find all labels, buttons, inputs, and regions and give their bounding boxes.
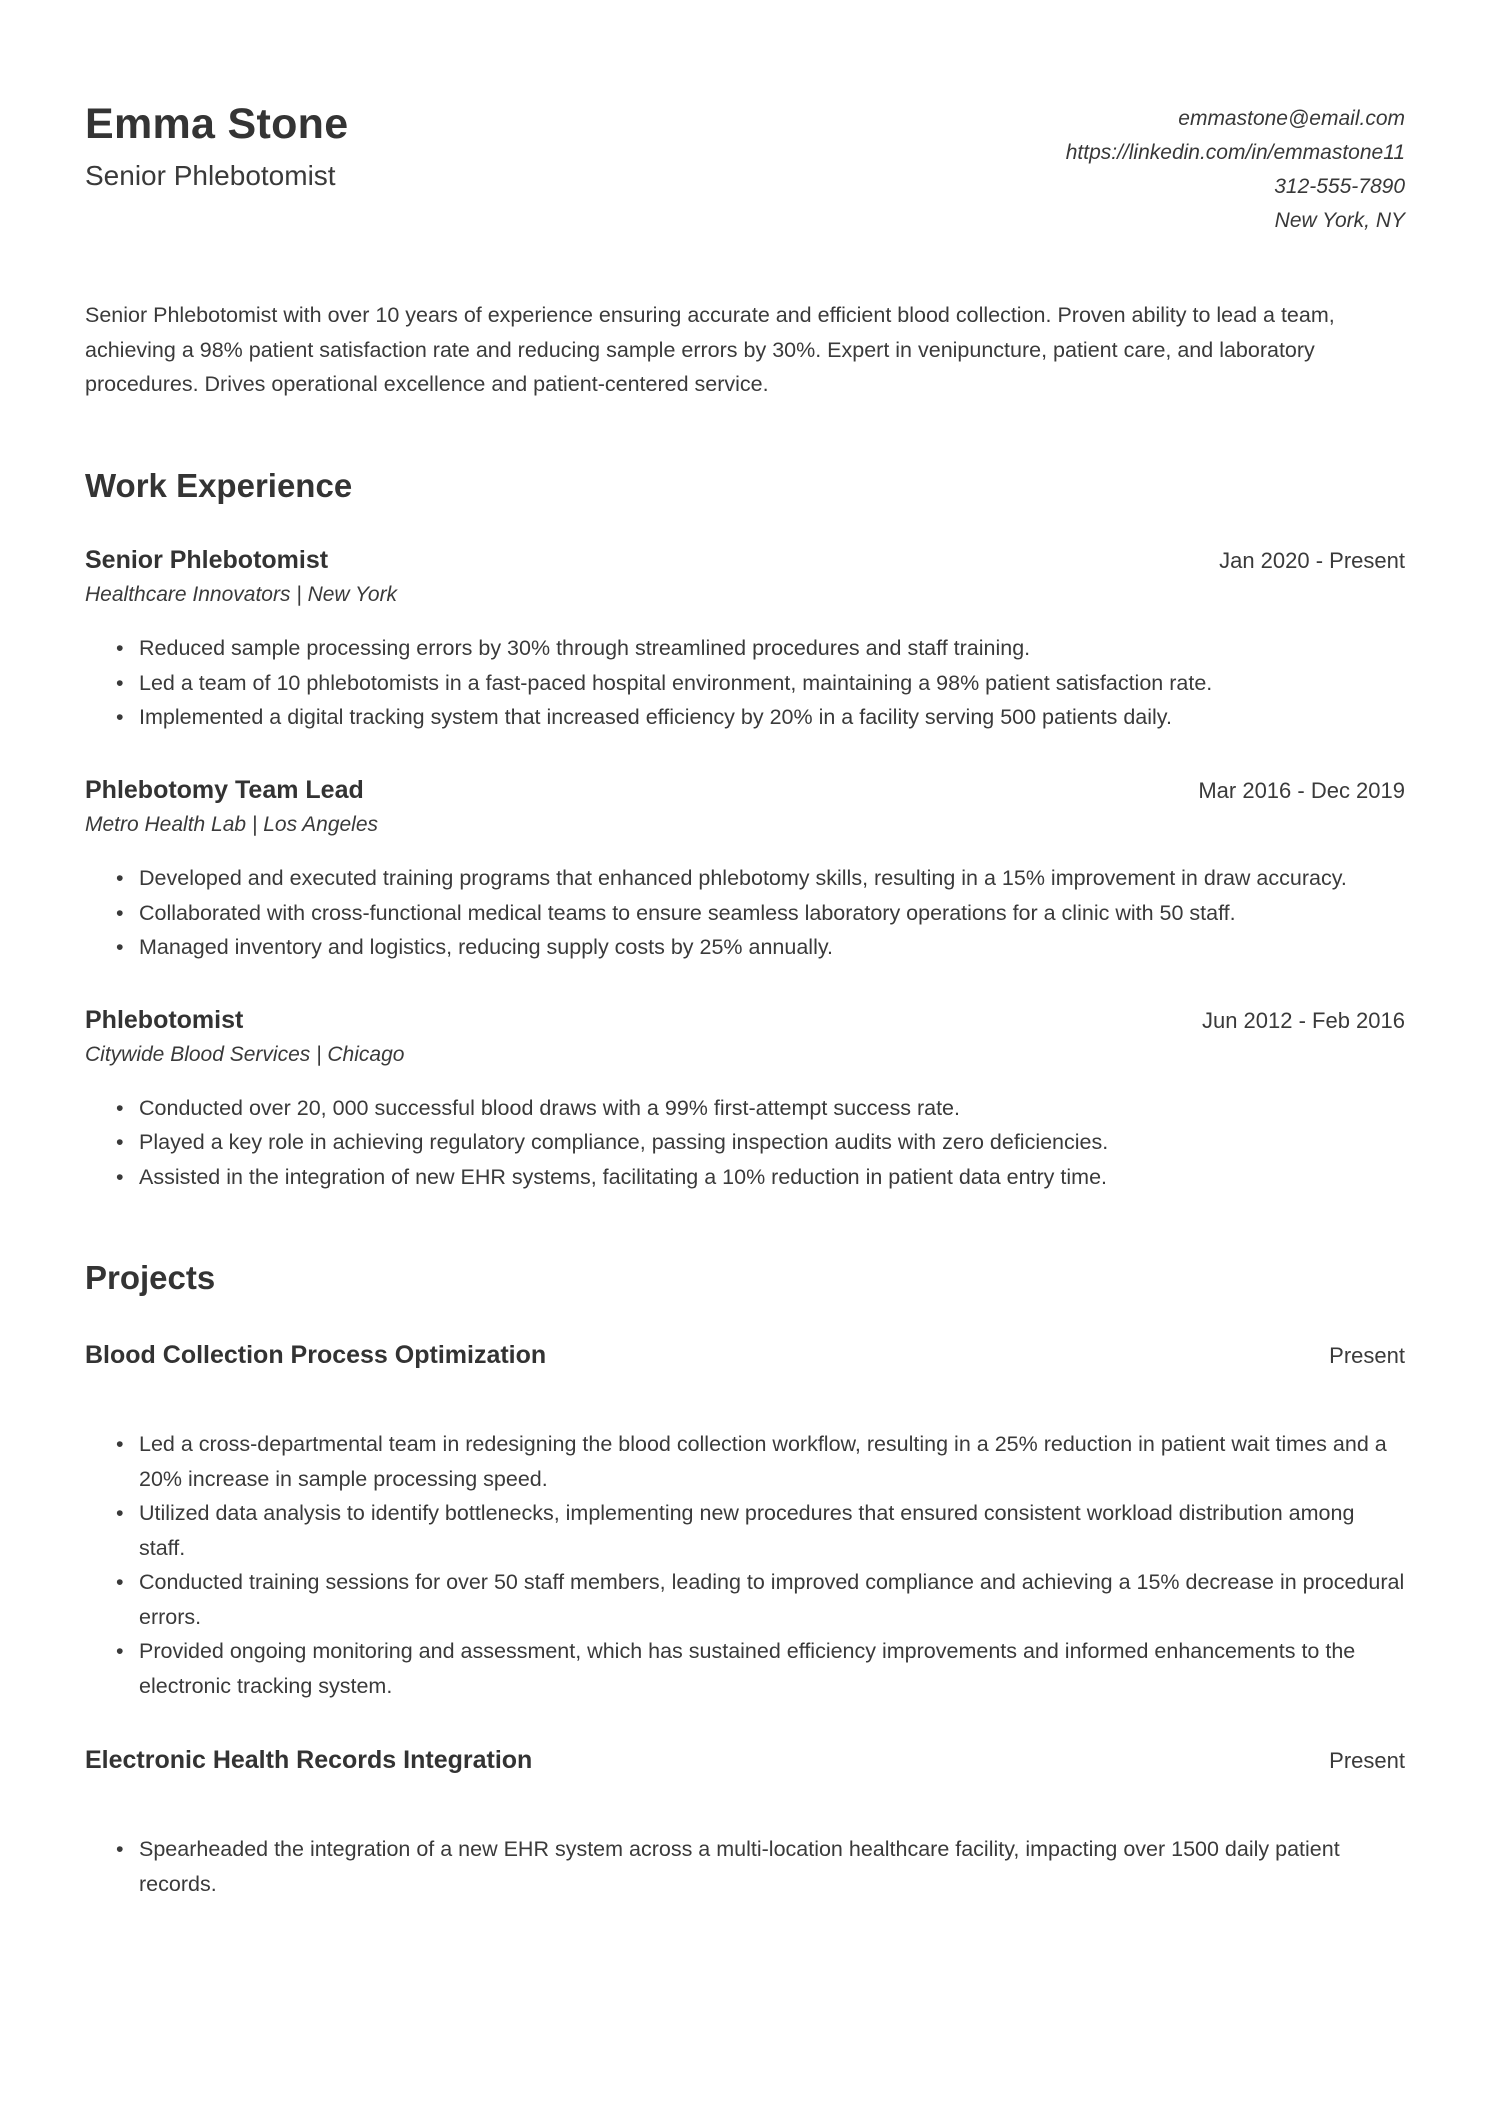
job-title: Phlebotomy Team Lead — [85, 775, 364, 804]
job-bullet: • Managed inventory and logistics, reducing supply costs by 25% annually. — [85, 930, 1405, 965]
project-title: Electronic Health Records Integration — [85, 1746, 533, 1775]
job-bullet: • Assisted in the integration of new EHR systems, facilitating a 10% reduction in patient data entry time. — [85, 1160, 1405, 1195]
job-entry — [85, 1005, 1405, 1195]
project-bullet-list — [85, 1427, 1405, 1703]
job-entry — [85, 775, 1405, 965]
projects-heading: Projects — [85, 1259, 216, 1297]
project-entry — [85, 1340, 1405, 1703]
project-header — [85, 1340, 1405, 1371]
resume-header — [85, 100, 1405, 238]
job-company: Citywide Blood Services | Chicago — [85, 1042, 405, 1066]
job-bullet: • Led a team of 10 phlebotomists in a fast-paced hospital environment, maintaining a 98% patient satisfaction rate. — [85, 666, 1405, 701]
contact-phone: 312-555-7890 — [1274, 175, 1405, 198]
job-bullet-list — [85, 631, 1405, 735]
project-bullet: • Conducted training sessions for over 50 staff members, leading to improved compliance and achieving a 15% decrease in procedural errors. — [85, 1565, 1405, 1634]
job-title: Senior Phlebotomist — [85, 546, 329, 575]
project-bullet: • Spearheaded the integration of a new EHR system across a multi-location healthcare facility, impacting over 1500 daily patient records. — [85, 1832, 1405, 1901]
project-dates: Present — [1329, 1342, 1405, 1368]
project-bullet-list — [85, 1832, 1405, 1901]
project-bullet: • Utilized data analysis to identify bottlenecks, implementing new procedures that ensured consistent workload distribution among staff. — [85, 1496, 1405, 1565]
job-dates: Mar 2016 - Dec 2019 — [1198, 777, 1405, 803]
candidate-name: Emma Stone — [85, 100, 349, 148]
job-entry — [85, 545, 1405, 735]
job-bullet: • Implemented a digital tracking system that increased efficiency by 20% in a facility serving 500 patients daily. — [85, 700, 1405, 735]
job-company: Healthcare Innovators | New York — [85, 583, 398, 607]
job-bullet: • Conducted over 20, 000 successful blood draws with a 99% first-attempt success rate. — [85, 1091, 1405, 1126]
job-bullet: • Collaborated with cross-functional medical teams to ensure seamless laboratory operations for a clinic with 50 staff. — [85, 896, 1405, 931]
job-company: Metro Health Lab | Los Angeles — [85, 813, 379, 837]
candidate-title: Senior Phlebotomist — [85, 160, 336, 192]
project-header — [85, 1745, 1405, 1776]
professional-summary: Senior Phlebotomist with over 10 years of experience ensuring accurate and efficient blood collection. Proven ability to lead a team, achieving a 98% patient satisfaction rate and reducing sample errors by 30%. Expert in venipuncture, patient care, and laboratory procedures. Drives operational excellence and patient-centered service. — [85, 303, 1335, 396]
identity-block — [85, 100, 348, 193]
contact-linkedin: https://linkedin.com/in/emmastone11 — [1065, 141, 1405, 164]
job-bullet: • Developed and executed training programs that enhanced phlebotomy skills, resulting in a 15% improvement in draw accuracy. — [85, 861, 1405, 896]
project-bullet: • Provided ongoing monitoring and assessment, which has sustained efficiency improvements and informed enhancements to the electronic tracking system. — [85, 1634, 1405, 1703]
job-dates: Jun 2012 - Feb 2016 — [1201, 1007, 1405, 1033]
work-experience-heading: Work Experience — [85, 466, 353, 504]
project-entry — [85, 1745, 1405, 1901]
project-title: Blood Collection Process Optimization — [85, 1340, 547, 1369]
job-header — [85, 1005, 1405, 1036]
job-bullet: • Played a key role in achieving regulatory compliance, passing inspection audits with zero deficiencies. — [85, 1125, 1405, 1160]
job-title: Phlebotomist — [85, 1005, 244, 1034]
contact-block — [1066, 102, 1405, 238]
contact-email: emmastone@email.com — [1178, 107, 1405, 130]
contact-location: New York, NY — [1274, 209, 1405, 232]
project-dates: Present — [1329, 1748, 1405, 1774]
job-bullet-list — [85, 861, 1405, 965]
job-bullet-list — [85, 1091, 1405, 1195]
job-bullet: • Reduced sample processing errors by 30% through streamlined procedures and staff training. — [85, 631, 1405, 666]
job-header — [85, 545, 1405, 576]
job-dates: Jan 2020 - Present — [1219, 548, 1405, 574]
job-header — [85, 775, 1405, 806]
project-bullet: • Led a cross-departmental team in redesigning the blood collection workflow, resulting in a 25% reduction in patient wait times and a 20% increase in sample processing speed. — [85, 1427, 1405, 1496]
